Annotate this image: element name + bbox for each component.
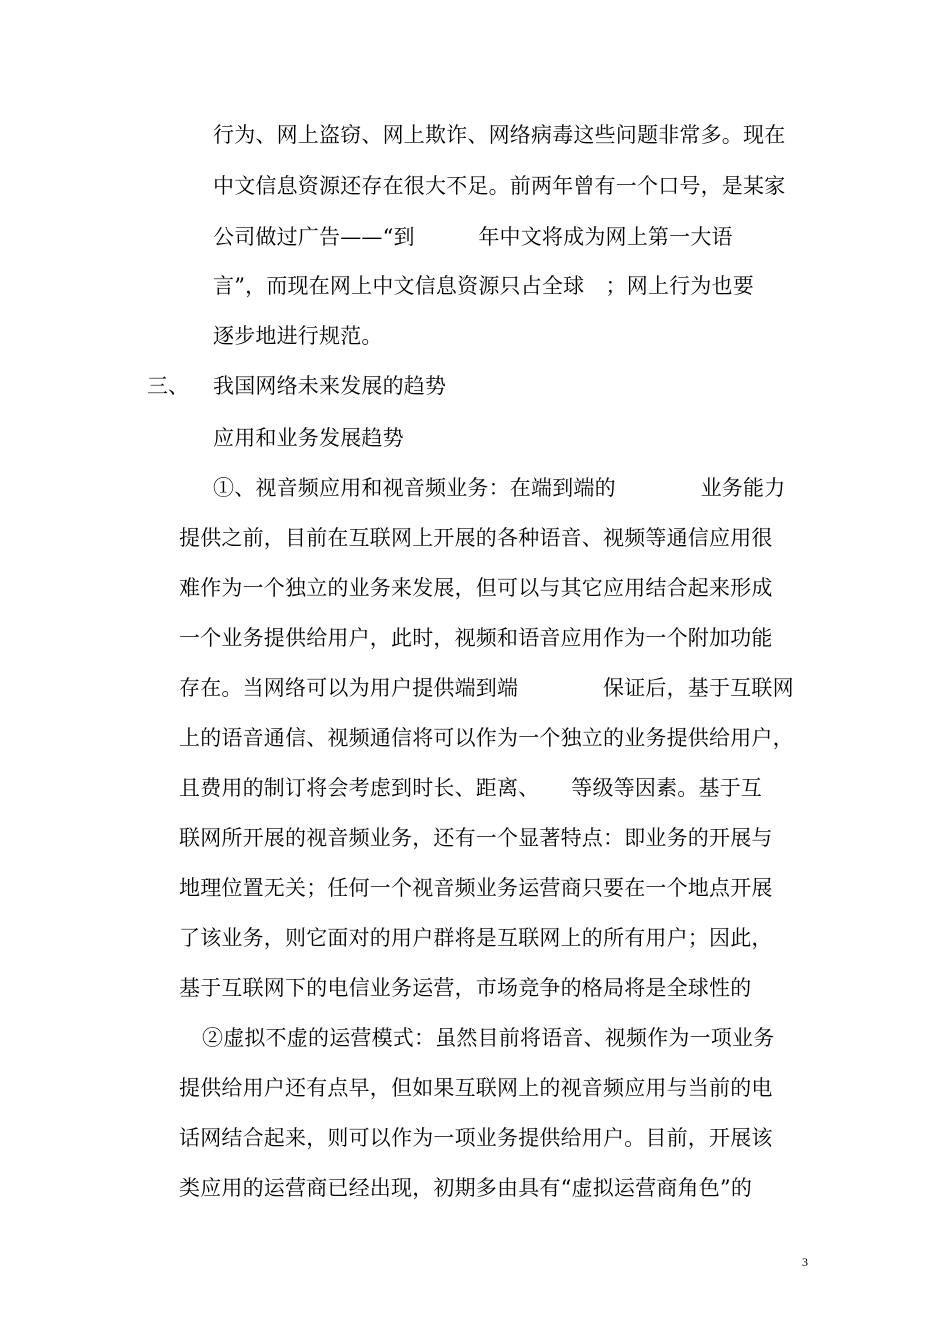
text-line: 了该业务，则它面对的用户群将是互联网上的所有用户；因此， bbox=[179, 926, 773, 950]
text-line: 联网所开展的视音频业务，还有一个显著特点：即业务的开展与 bbox=[179, 826, 773, 850]
text-line: 提供之前，目前在互联网上开展的各种语音、视频等通信应用很 bbox=[179, 526, 773, 550]
text-line: 上的语音通信、视频通信将可以作为一个独立的业务提供给用户， bbox=[179, 726, 794, 750]
text-line: 逐步地进行规范。 bbox=[213, 324, 383, 348]
text-line: 中文信息资源还存在很大不足。前两年曾有一个口号，是某家 bbox=[213, 174, 786, 198]
text-line: 且费用的制订将会考虑到时长、距离、 等级等因素。基于互 bbox=[179, 776, 763, 800]
section-number: 三、 bbox=[147, 374, 189, 398]
text-line: 提供给用户还有点早，但如果互联网上的视音频应用与当前的电 bbox=[179, 1076, 773, 1100]
section-title: 我国网络未来发展的趋势 bbox=[213, 374, 447, 398]
text-line: 类应用的运营商已经出现，初期多由具有“虚拟运营商角色”的 bbox=[179, 1176, 753, 1200]
text-line: 话网结合起来，则可以作为一项业务提供给用户。目前，开展该 bbox=[179, 1126, 773, 1150]
text-line: 地理位置无关；任何一个视音频业务运营商只要在一个地点开展 bbox=[179, 876, 773, 900]
text-line: 一个业务提供给用户，此时，视频和语音应用作为一个附加功能 bbox=[179, 626, 773, 650]
page-number: 3 bbox=[802, 1255, 808, 1269]
text-line: 言”，而现在网上中文信息资源只占全球 ；网上行为也要 bbox=[213, 274, 754, 298]
subsection-title: 应用和业务发展趋势 bbox=[213, 426, 404, 450]
text-line: ②虚拟不虚的运营模式：虽然目前将语音、视频作为一项业务 bbox=[202, 1026, 775, 1050]
text-line: 公司做过广告——“到 年中文将成为网上第一大语 bbox=[213, 225, 733, 249]
text-line: 存在。当网络可以为用户提供端到端 保证后，基于互联网 bbox=[179, 676, 794, 700]
text-line: 行为、网上盗窃、网上欺诈、网络病毒这些问题非常多。现在 bbox=[213, 123, 786, 147]
text-line: 难作为一个独立的业务来发展，但可以与其它应用结合起来形成 bbox=[179, 576, 773, 600]
text-line: 基于互联网下的电信业务运营，市场竞争的格局将是全球性的 bbox=[179, 976, 752, 1000]
text-line: ①、视音频应用和视音频业务：在端到端的 业务能力 bbox=[213, 476, 786, 500]
